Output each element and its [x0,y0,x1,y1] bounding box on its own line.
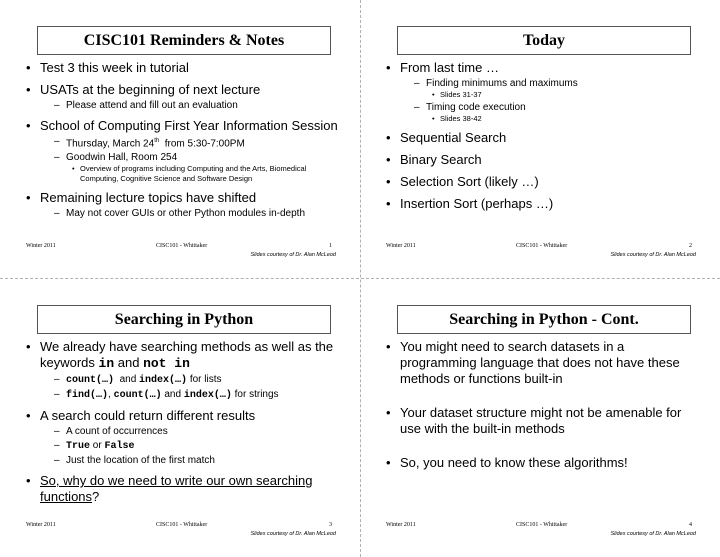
sub-bullet-text: for lists [187,374,222,385]
bullet [386,196,702,212]
bullet [386,455,702,471]
bullet-text: ? [92,489,100,504]
bullet [386,130,702,146]
slide-title: Today [397,26,691,55]
sub-bullet: – A count of occurrences [40,425,342,438]
slide-4 [360,279,720,557]
bullet-text-underlined: So, why do we need to write our own searching functions [40,473,313,504]
sub-bullet: – May not cover GUIs or other Python modules in-depth [40,207,342,220]
footer-term: Winter 2011 [26,243,56,249]
bullet [26,190,342,220]
code-keyword: not in [143,356,190,371]
bullet-text: So, you need to know these algorithms! [400,455,628,470]
bullet-text: School of Computing First Year Information Session [40,118,338,133]
bullet [26,473,342,505]
footer-course: CISC101 - Whittaker [156,522,208,528]
sub-bullet [40,135,342,150]
slide-body [386,339,702,477]
slide-3 [0,279,360,557]
sub-sub-bullet: • Overview of programs including Computing and the Arts, Biomedical Computing, Cognitive Science and Software Design [40,164,342,184]
bullet [386,339,702,387]
slide-body [26,60,342,226]
bullet-text: We already have searching methods as well as the keywords [40,339,334,370]
bullet-text: and [114,355,144,370]
footer-term: Winter 2011 [386,243,416,249]
slide-1 [0,0,360,278]
bullet-text: Test 3 this week in tutorial [40,60,189,75]
sub-bullet-text: , [108,389,114,400]
sub-bullet: – Finding minimums and maximums [400,77,702,90]
slide-number: 3 [329,522,332,528]
code-keyword: False [104,441,135,452]
slide-title: Searching in Python [37,305,331,334]
bullet [26,60,342,76]
slide-2 [360,0,720,278]
code-method: count(…) [113,390,162,401]
slide-courtesy: Slides courtesy of Dr. Alan McLeod [250,252,336,258]
code-keyword: True [66,441,91,452]
code-method: find(…) [66,390,109,401]
bullet-text: You might need to search datasets in a programming language that does not have these methods or functions built-in [400,339,680,386]
sub-sub-bullet: • Slides 31-37 [400,90,702,100]
code-keyword: in [98,356,115,371]
bullet [386,405,702,437]
sub-bullet: – Just the location of the first match [40,454,342,467]
sub-bullet-text: Thursday, March 24 [66,138,155,150]
bullet-text: A search could return different results [40,408,256,423]
slide-body [26,339,342,511]
footer-course: CISC101 - Whittaker [156,243,208,249]
sub-bullet-text: for strings [231,389,279,400]
sub-bullet-text: from 5:30-7:00PM [159,138,245,150]
code-method: count(…) [66,375,115,386]
slide-number: 4 [689,522,692,528]
bullet-text: Binary Search [400,152,482,167]
bullet [386,152,702,168]
sub-bullet: – Please attend and fill out an evaluation [40,99,342,112]
bullet-text: Sequential Search [400,130,507,145]
code-method: index(…) [139,375,188,386]
sub-bullet: – Goodwin Hall, Room 254 [40,151,342,164]
code-method: index(…) [183,390,232,401]
sub-bullet [40,439,342,453]
sub-bullet-text: and [161,389,184,400]
sub-bullet-text: or [90,440,105,451]
slide-courtesy: Slides courtesy of Dr. Alan McLeod [610,252,696,258]
footer-course: CISC101 - Whittaker [516,522,568,528]
sub-bullet [40,388,342,402]
slide-courtesy: Slides courtesy of Dr. Alan McLeod [250,531,336,537]
bullet-text: Your dataset structure might not be amenable for use with the built-in methods [400,405,682,436]
footer-course: CISC101 - Whittaker [516,243,568,249]
sub-bullet [40,373,342,387]
sub-sub-bullet: • Slides 38-42 [400,114,702,124]
bullet-text: USATs at the beginning of next lecture [40,82,261,97]
footer-term: Winter 2011 [26,522,56,528]
slide-body [386,60,702,218]
bullet-text: Insertion Sort (perhaps …) [400,196,554,211]
slide-courtesy: Slides courtesy of Dr. Alan McLeod [610,531,696,537]
bullet [26,118,342,184]
slide-title: Searching in Python - Cont. [397,305,691,334]
slide-number: 1 [329,243,332,249]
bullet [26,82,342,112]
slide-number: 2 [689,243,692,249]
bullet [386,174,702,190]
superscript: th [154,138,160,144]
bullet [26,339,342,402]
sub-bullet-text: and [114,374,140,385]
slide-title: CISC101 Reminders & Notes [37,26,331,55]
sub-bullet: – Timing code execution [400,101,702,114]
bullet-text: Selection Sort (likely …) [400,174,539,189]
bullet-text: Remaining lecture topics have shifted [40,190,257,206]
footer-term: Winter 2011 [386,522,416,528]
bullet-text: From last time … [400,60,499,75]
bullet [386,60,702,124]
bullet [26,408,342,467]
